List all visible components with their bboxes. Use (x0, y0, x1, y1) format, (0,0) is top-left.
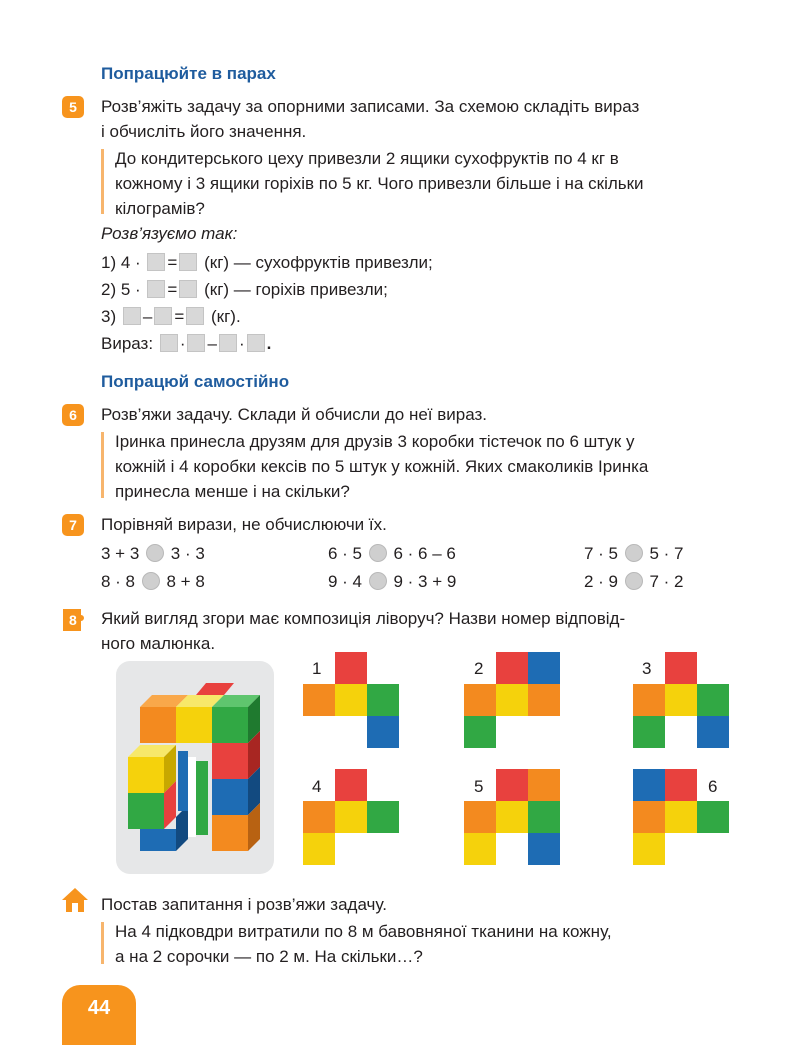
comparison-item: 3 + 3 3 · 3 (101, 544, 205, 563)
svg-text:8: 8 (69, 612, 77, 628)
cube-square-blue (528, 652, 560, 684)
comparison-item: 8 · 8 8 + 8 (101, 572, 205, 591)
compare-circle[interactable] (142, 572, 160, 590)
cube-composition-panel (116, 661, 274, 874)
task-number-badge: 5 (62, 96, 84, 118)
compare-circle[interactable] (369, 572, 387, 590)
cube-square-orange (464, 801, 496, 833)
cube-square-blue (528, 833, 560, 865)
cube-square-blue (367, 716, 399, 748)
cube-square-blue (697, 716, 729, 748)
cube-square-orange (528, 684, 560, 716)
option-number-label: 5 (474, 777, 484, 796)
compare-circle[interactable] (625, 544, 643, 562)
cube-square-green (367, 801, 399, 833)
cube-composition-illustration (116, 661, 274, 874)
problem-bar (101, 922, 104, 964)
compare-circle[interactable] (625, 572, 643, 590)
step-1: 1) 4 · = (кг) — сухофруктів привезли; (101, 253, 433, 272)
cube-square-yellow (464, 833, 496, 865)
answer-box[interactable] (160, 334, 178, 352)
option-number-label: 6 (708, 777, 718, 796)
task5-problem: До кондитерського цеху привезли 2 ящики сухофруктів по 4 кг в кожному і 3 ящики горіхів по 5 кг. Чого привезли більше і на скільки кілограмів? (115, 149, 644, 218)
cube-square-green (464, 716, 496, 748)
task8-instruction: Який вигляд згори має композиція ліворуч? Назви номер відповід- ного малюнка. (101, 609, 626, 653)
option-number-label: 1 (312, 659, 322, 678)
cube-square-red (665, 652, 697, 684)
section-heading-self: Попрацюй самостійно (101, 372, 290, 391)
task5-instruction: Розв’яжіть задачу за опорними записами. За схемою складіть вираз і обчисліть його значення. (101, 97, 640, 141)
cube-square-yellow (335, 684, 367, 716)
answer-box[interactable] (179, 280, 197, 298)
cube-square-red (335, 652, 367, 684)
cube-square-red (335, 769, 367, 801)
comparison-item: 6 · 5 6 · 6 – 6 (328, 544, 456, 563)
compare-circle[interactable] (146, 544, 164, 562)
expression-line: Вираз: · – · . (101, 334, 272, 353)
task-number-badge: 6 (62, 404, 84, 426)
comparison-item: 7 · 5 5 · 7 (584, 544, 684, 563)
solve-label: Розв’язуємо так: (101, 224, 238, 243)
cube-square-yellow (335, 801, 367, 833)
cube-square-yellow (665, 801, 697, 833)
cube-square-orange (464, 684, 496, 716)
problem-bar (101, 432, 104, 498)
cube-square-orange (528, 769, 560, 801)
section-heading-pairs: Попрацюйте в парах (101, 64, 276, 83)
home-instruction: Постав запитання і розв’яжи задачу. (101, 895, 387, 914)
page-number: 44 (62, 985, 136, 1045)
cube-square-green (528, 801, 560, 833)
answer-box[interactable] (219, 334, 237, 352)
answer-box[interactable] (123, 307, 141, 325)
home-problem: На 4 підковдри витратили по 8 м бавовняної тканини на кожну, а на 2 сорочки — по 2 м. На скільки…? (115, 922, 612, 966)
option-number-label: 4 (312, 777, 322, 796)
cube-square-green (697, 684, 729, 716)
cube-square-red (665, 769, 697, 801)
cube-square-green (367, 684, 399, 716)
home-icon (60, 886, 90, 914)
cube-square-orange (303, 684, 335, 716)
step-3: 3) – = (кг). (101, 307, 241, 326)
cube-square-yellow (496, 801, 528, 833)
cube-square-orange (303, 801, 335, 833)
problem-bar (101, 149, 104, 214)
task6-problem: Іринка принесла друзям для друзів 3 коробки тістечок по 6 штук у кожній і 4 коробки кексів по 5 штук у кожній. Яких смаколиків Іринка принесла менше і на скільки? (115, 432, 649, 501)
task7-instruction: Порівняй вирази, не обчислюючи їх. (101, 515, 387, 534)
cube-square-red (496, 652, 528, 684)
cube-square-orange (633, 684, 665, 716)
answer-box[interactable] (179, 253, 197, 271)
comparison-item: 9 · 4 9 · 3 + 9 (328, 572, 457, 591)
option-number-label: 3 (642, 659, 652, 678)
answer-box[interactable] (147, 280, 165, 298)
task-number-badge: 7 (62, 514, 84, 536)
compare-circle[interactable] (369, 544, 387, 562)
cube-square-blue (633, 769, 665, 801)
cube-square-yellow (496, 684, 528, 716)
answer-box[interactable] (186, 307, 204, 325)
task6-instruction: Розв’яжи задачу. Склади й обчисли до неї вираз. (101, 405, 488, 424)
cube-square-red (496, 769, 528, 801)
cube-square-yellow (665, 684, 697, 716)
comparison-item: 2 · 9 7 · 2 (584, 572, 684, 591)
cube-square-orange (633, 801, 665, 833)
cube-square-yellow (303, 833, 335, 865)
step-2: 2) 5 · = (кг) — горіхів привезли; (101, 280, 388, 299)
cube-square-green (633, 716, 665, 748)
cube-square-green (697, 801, 729, 833)
puzzle-badge-icon (60, 606, 88, 634)
answer-box[interactable] (154, 307, 172, 325)
answer-box[interactable] (187, 334, 205, 352)
answer-box[interactable] (247, 334, 265, 352)
answer-box[interactable] (147, 253, 165, 271)
cube-square-yellow (633, 833, 665, 865)
option-number-label: 2 (474, 659, 484, 678)
